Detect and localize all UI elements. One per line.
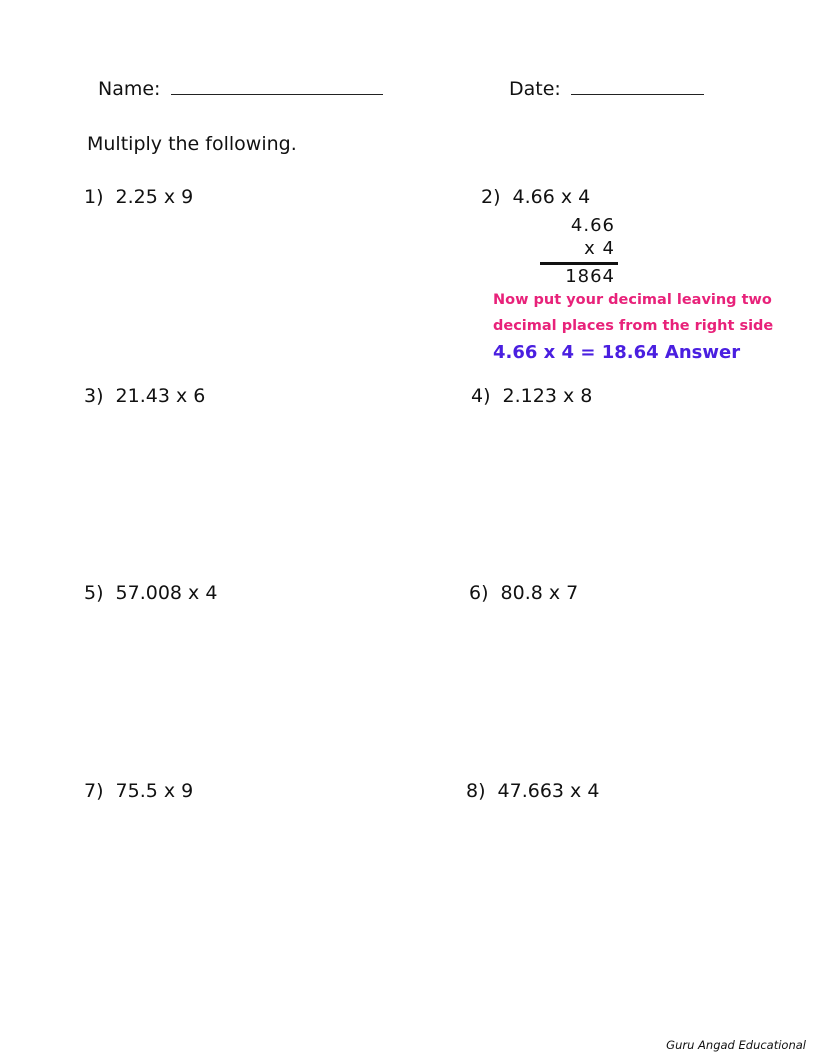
problem-number: 7): [84, 780, 104, 802]
work-multiplicand: 4.66: [570, 215, 615, 236]
problem-expression: 80.8 x 7: [500, 582, 579, 604]
problem-number: 3): [84, 385, 104, 407]
problem-expression: 75.5 x 9: [115, 780, 194, 802]
work-multiplier: x 4: [584, 238, 615, 259]
date-label: Date:: [509, 78, 561, 100]
problem-8: [466, 780, 599, 802]
name-blank[interactable]: [171, 76, 383, 95]
instructions: Multiply the following.: [87, 133, 297, 155]
problem-expression: 4.66 x 4: [512, 186, 591, 208]
date-blank[interactable]: [571, 76, 704, 95]
problem-4: [471, 385, 592, 407]
problem-expression: 2.123 x 8: [502, 385, 593, 407]
problem-number: 4): [471, 385, 491, 407]
worked-answer: 4.66 x 4 = 18.64 Answer: [493, 342, 741, 363]
date-field[interactable]: [509, 76, 704, 100]
problem-2: [481, 186, 590, 208]
problem-number: 2): [481, 186, 501, 208]
name-field[interactable]: [98, 76, 383, 100]
problem-expression: 47.663 x 4: [497, 780, 600, 802]
problem-expression: 2.25 x 9: [115, 186, 194, 208]
work-product: 1864: [565, 266, 615, 287]
decimal-note-line-1: Now put your decimal leaving two: [493, 292, 772, 308]
name-label: Name:: [98, 78, 161, 100]
problem-6: [469, 582, 578, 604]
problem-number: 6): [469, 582, 489, 604]
problem-number: 5): [84, 582, 104, 604]
problem-number: 8): [466, 780, 486, 802]
problem-number: 1): [84, 186, 104, 208]
decimal-note-line-2: decimal places from the right side: [493, 318, 774, 334]
work-divider-line: [540, 262, 618, 265]
problem-expression: 57.008 x 4: [115, 582, 218, 604]
footer-credit: Guru Angad Educational: [666, 1038, 806, 1052]
problem-5: [84, 582, 217, 604]
problem-3: [84, 385, 205, 407]
problem-expression: 21.43 x 6: [115, 385, 206, 407]
problem-1: [84, 186, 193, 208]
problem-7: [84, 780, 193, 802]
